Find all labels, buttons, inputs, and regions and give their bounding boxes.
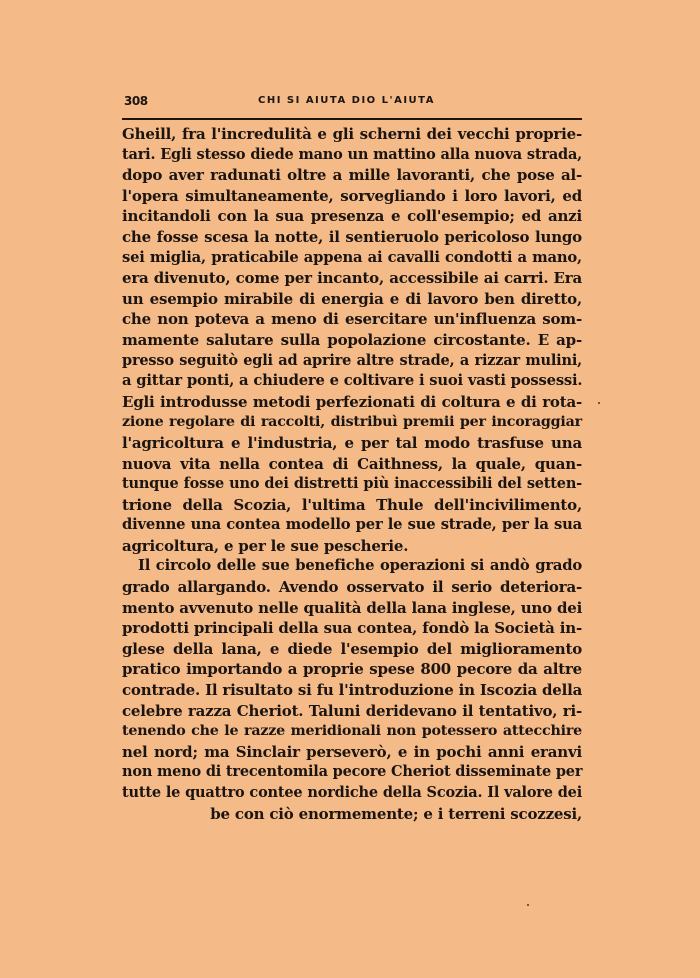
text-line-32: non meno di trecentomila pecore Cheriot disseminate per xyxy=(122,763,583,781)
text-line-28: contrade. Il risultato si fu l'introduzione in Iscozia della xyxy=(122,681,583,700)
text-line-5: incitandoli con la sua presenza e coll'esempio; ed anzi xyxy=(122,207,582,226)
text-line-24: mento avvenuto nelle qualità della lana inglese, uno dei xyxy=(122,598,583,617)
text-line-13: a gittar ponti, a chiudere e coltivare i suoi vasti possessi. xyxy=(122,372,583,390)
text-line-33: tutte le quattro contee nordiche della Scozia. Il valore dei xyxy=(122,784,582,801)
text-line-20: divenne una contea modello per le sue strade, per la sua xyxy=(122,516,582,534)
print-speck xyxy=(598,402,600,404)
header-rule xyxy=(122,118,582,120)
text-line-8: era divenuto, come per incanto, accessibile ai carri. Era xyxy=(122,269,582,288)
text-line-30: tenendo che le razze meridionali non potessero attecchire xyxy=(122,723,582,740)
text-line-21: agricoltura, e per le sue pescherie. xyxy=(122,536,409,555)
text-line-6: che fosse scesa la notte, il sentieruolo pericoloso lungo xyxy=(122,227,582,246)
text-line-23: grado allargando. Avendo osservato il serio deteriora- xyxy=(122,578,582,597)
text-line-11: mamente salutare sulla popolazione circostante. E ap- xyxy=(122,330,582,349)
page-header xyxy=(122,94,582,112)
body-text xyxy=(122,124,582,824)
text-line-19: trione della Scozia, l'ultima Thule dell'incivilimento, xyxy=(122,495,582,514)
text-line-27: pratico importando a proprie spese 800 pecore da altre xyxy=(122,660,582,679)
text-line-14: Egli introdusse metodi perfezionati di coltura e di rota- xyxy=(122,392,582,411)
page-number: 308 xyxy=(124,94,148,108)
text-line-18: tunque fosse uno dei distretti più inaccessibili del setten- xyxy=(122,475,582,493)
text-line-12: presso seguitò egli ad aprire altre strade, a rizzar mulini, xyxy=(122,351,582,369)
text-line-7: sei miglia, praticabile appena ai cavalli condotti a mano, xyxy=(122,248,582,266)
text-line-29: celebre razza Cheriot. Taluni deridevano il tentativo, ri- xyxy=(122,701,582,720)
text-line-9: un esempio mirabile di energia e di lavoro ben diretto, xyxy=(122,289,582,308)
text-line-3: dopo aver radunati oltre a mille lavoranti, che pose al- xyxy=(122,166,582,185)
text-line-16: l'agricoltura e l'industria, e per tal modo trasfuse una xyxy=(122,433,582,452)
text-line-34: be con ciò enormemente; e i terreni scozzesi, xyxy=(210,804,582,823)
text-line-4: l'opera simultaneamente, sorvegliando i loro lavori, ed xyxy=(122,186,582,205)
text-line-2: tari. Egli stesso diede mano un mattino alla nuova strada, xyxy=(122,145,582,163)
text-line-10: che non poteva a meno di esercitare un'influenza som- xyxy=(122,310,582,329)
text-line-26: glese della lana, e diede l'esempio del miglioramento xyxy=(122,639,582,658)
text-line-1: Gheill, fra l'incredulità e gli scherni dei vecchi proprie- xyxy=(122,125,582,143)
text-line-15: zione regolare di raccolti, distribuì premii per incoraggiar xyxy=(122,414,582,431)
text-line-31: nel nord; ma Sinclair perseverò, e in pochi anni eranvi xyxy=(122,742,582,761)
text-line-25: prodotti principali della sua contea, fondò la Società in- xyxy=(122,619,582,638)
running-title: CHI SI AIUTA DIO L'AIUTA xyxy=(258,95,435,106)
print-speck xyxy=(527,904,529,906)
text-line-22: Il circolo delle sue benefiche operazioni si andò grado xyxy=(138,557,582,575)
text-line-17: nuova vita nella contea di Caithness, la quale, quan- xyxy=(122,454,582,473)
